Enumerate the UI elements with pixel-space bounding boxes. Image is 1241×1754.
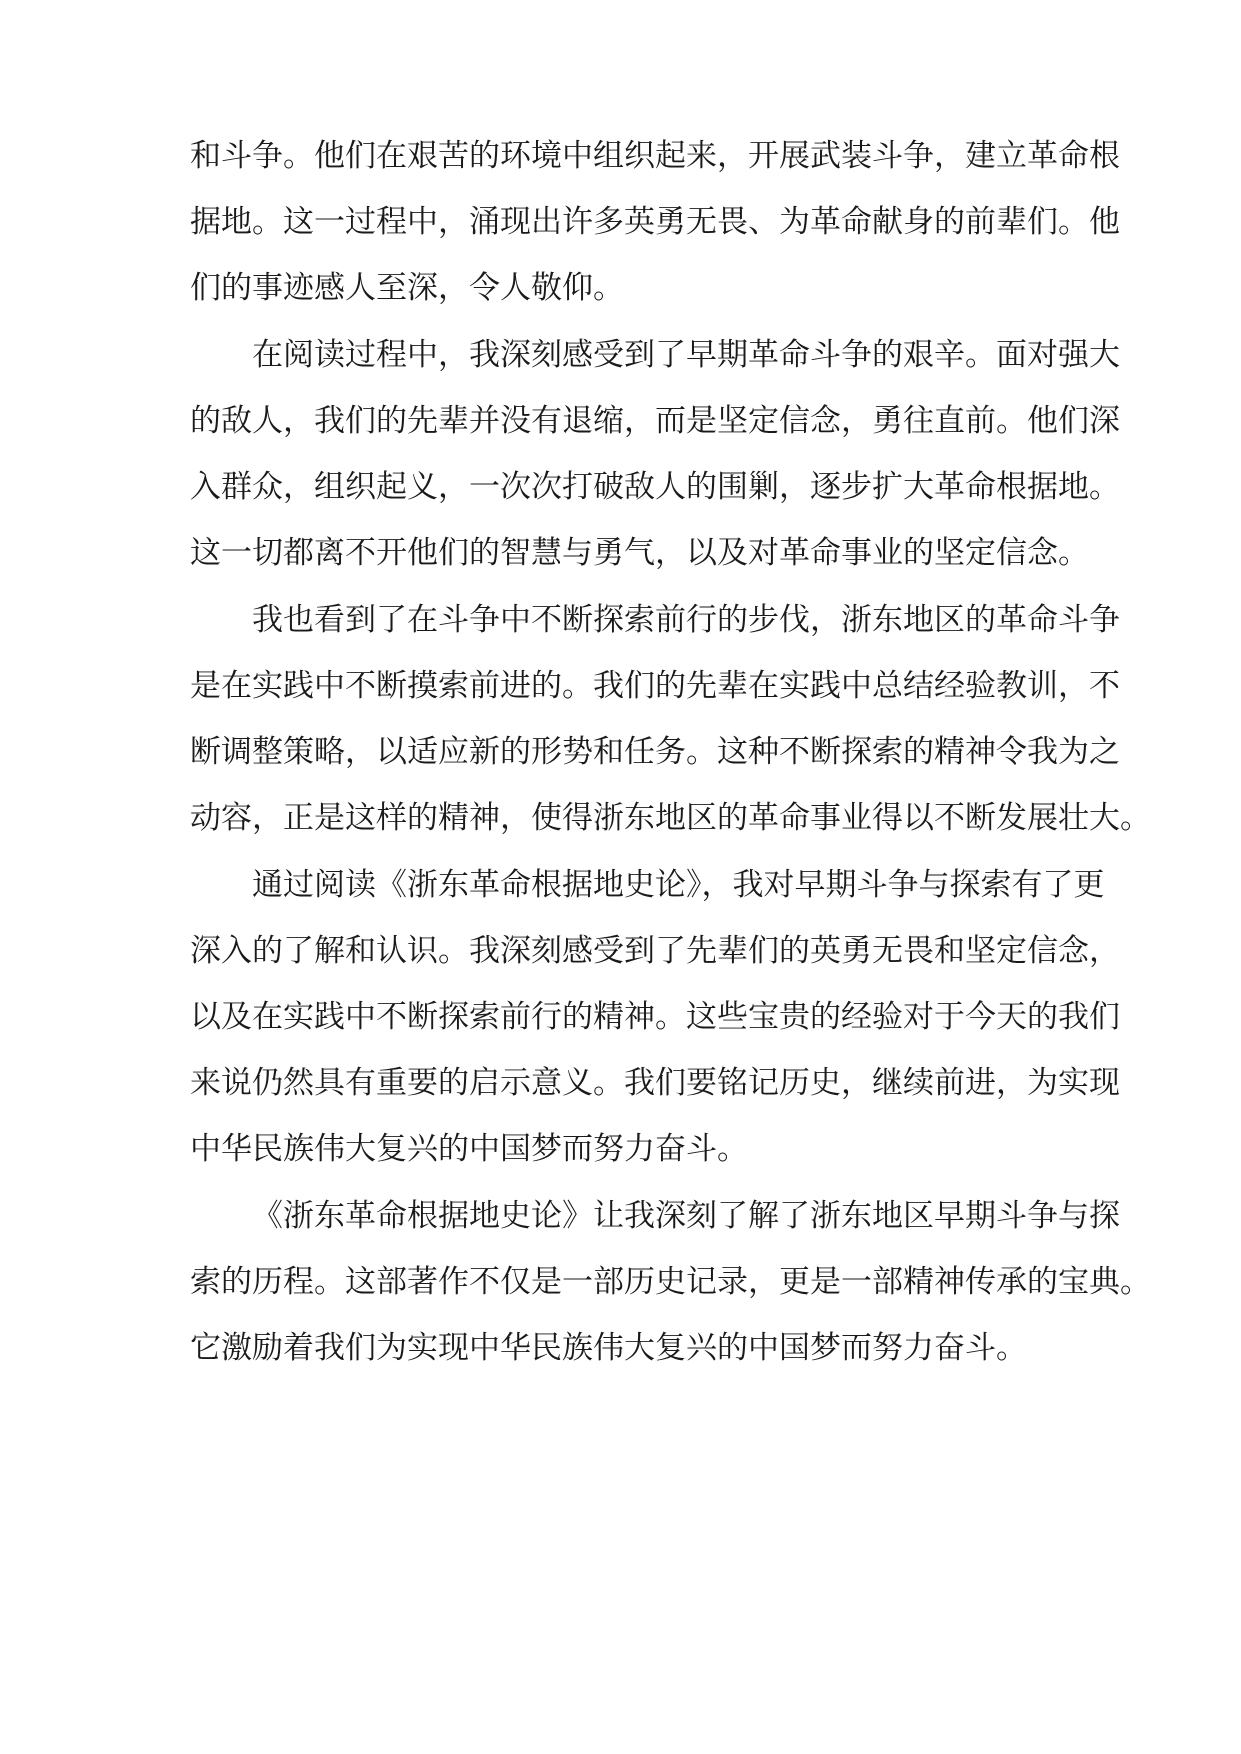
paragraph-4-line-4: 来说仍然具有重要的启示意义。我们要铭记历史，继续前进，为实现 [190, 1065, 1120, 1101]
paragraph-3-line-4: 动容，正是这样的精神，使得浙东地区的革命事业得以不断发展壮大。 [190, 800, 1151, 836]
paragraph-5-line-1: 《浙东革命根据地史论》让我深刻了解了浙东地区早期斗争与探 [252, 1198, 1120, 1234]
paragraph-3-line-2: 是在实践中不断摸索前进的。我们的先辈在实践中总结经验教训，不 [190, 668, 1120, 704]
paragraph-2-line-1: 在阅读过程中，我深刻感受到了早期革命斗争的艰辛。面对强大 [252, 337, 1120, 373]
paragraph-1-line-1: 和斗争。他们在艰苦的环境中组织起来，开展武装斗争，建立革命根 [190, 138, 1120, 174]
paragraph-2-line-3: 入群众，组织起义，一次次打破敌人的围剿，逐步扩大革命根据地。 [190, 469, 1120, 505]
paragraph-2-line-2: 的敌人，我们的先辈并没有退缩，而是坚定信念，勇往直前。他们深 [190, 403, 1120, 439]
paragraph-4-line-2: 深入的了解和认识。我深刻感受到了先辈们的英勇无畏和坚定信念， [190, 933, 1120, 969]
paragraph-1-line-2: 据地。这一过程中，涌现出许多英勇无畏、为革命献身的前辈们。他 [190, 204, 1120, 240]
paragraph-5-line-2: 索的历程。这部著作不仅是一部历史记录，更是一部精神传承的宝典。 [190, 1264, 1151, 1300]
paragraph-2-line-4: 这一切都离不开他们的智慧与勇气，以及对革命事业的坚定信念。 [190, 535, 1089, 571]
paragraph-3-line-1: 我也看到了在斗争中不断探索前行的步伐，浙东地区的革命斗争 [252, 602, 1120, 638]
paragraph-1-line-3: 们的事迹感人至深，令人敬仰。 [190, 270, 624, 306]
paragraph-5-line-3: 它激励着我们为实现中华民族伟大复兴的中国梦而努力奋斗。 [190, 1330, 1027, 1366]
paragraph-4-line-3: 以及在实践中不断探索前行的精神。这些宝贵的经验对于今天的我们 [190, 999, 1120, 1035]
paragraph-4-line-5: 中华民族伟大复兴的中国梦而努力奋斗。 [190, 1131, 748, 1167]
paragraph-4-line-1: 通过阅读《浙东革命根据地史论》，我对早期斗争与探索有了更 [252, 867, 1105, 903]
paragraph-3-line-3: 断调整策略，以适应新的形势和任务。这种不断探索的精神令我为之 [190, 734, 1120, 770]
